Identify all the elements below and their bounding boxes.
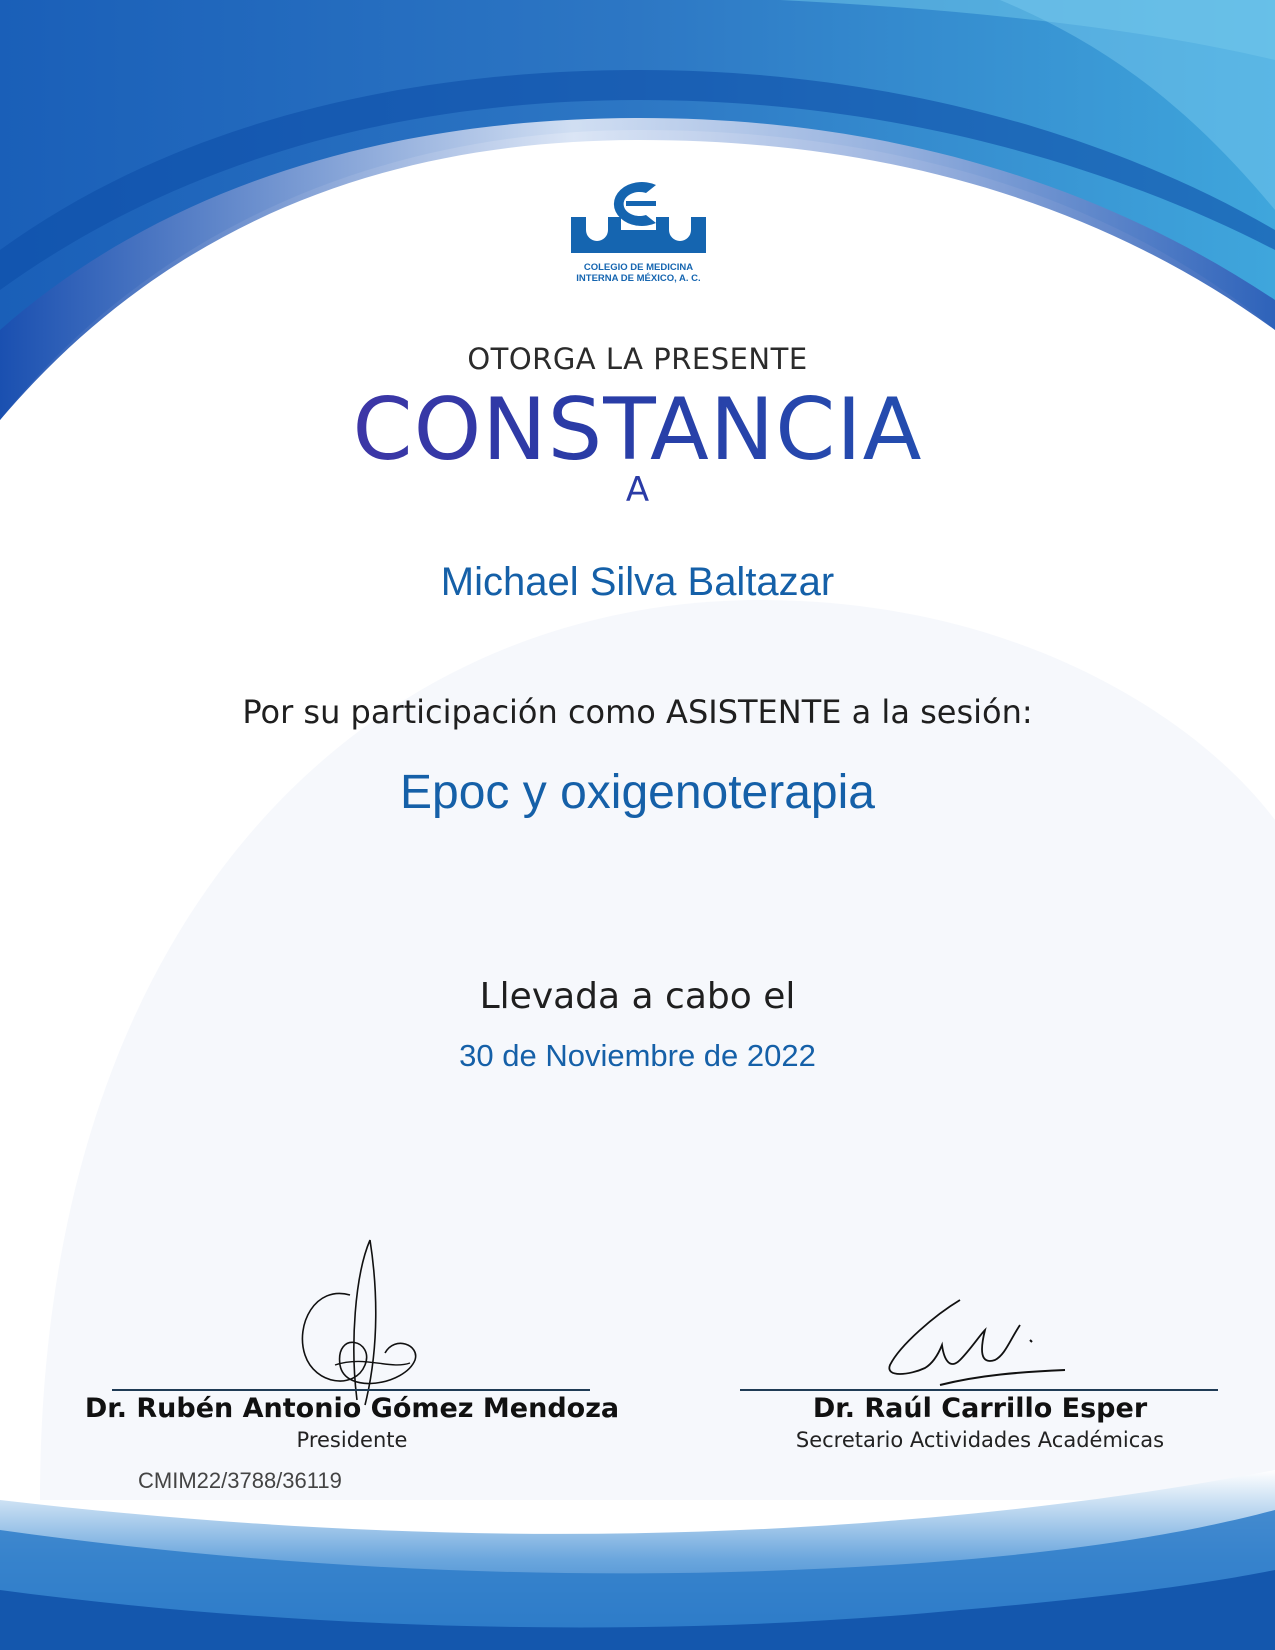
president-signature (295, 1235, 435, 1410)
session-title: Epoc y oxigenoterapia (400, 766, 875, 819)
recipient-name: Michael Silva Baltazar (440, 560, 835, 604)
intro-text: OTORGA LA PRESENTE (467, 342, 808, 376)
held-label: Llevada a cabo el (479, 976, 796, 1017)
secretary-signature-line (740, 1389, 1218, 1391)
event-date: 30 de Noviembre de 2022 (459, 1038, 816, 1073)
participation-text: Por su participación como ASISTENTE a la sesión: (242, 693, 1033, 731)
secretary-name: Dr. Raúl Carrillo Esper (812, 1393, 1148, 1424)
to-label: A (625, 470, 650, 510)
secretary-role: Secretario Actividades Académicas (795, 1428, 1165, 1452)
president-role: Presidente (296, 1428, 408, 1452)
folio-number: CMIM22/3788/36119 (138, 1468, 342, 1493)
college-name-line2: INTERNA DE MÉXICO, A. C. (576, 273, 701, 284)
president-signature-line (112, 1389, 590, 1391)
college-name (556, 262, 721, 284)
secretary-signature (880, 1290, 1080, 1390)
certificate-title: CONSTANCIA (0, 382, 1275, 478)
college-name-line1: COLEGIO DE MEDICINA (583, 262, 694, 273)
president-name: Dr. Rubén Antonio Gómez Mendoza (84, 1393, 620, 1424)
